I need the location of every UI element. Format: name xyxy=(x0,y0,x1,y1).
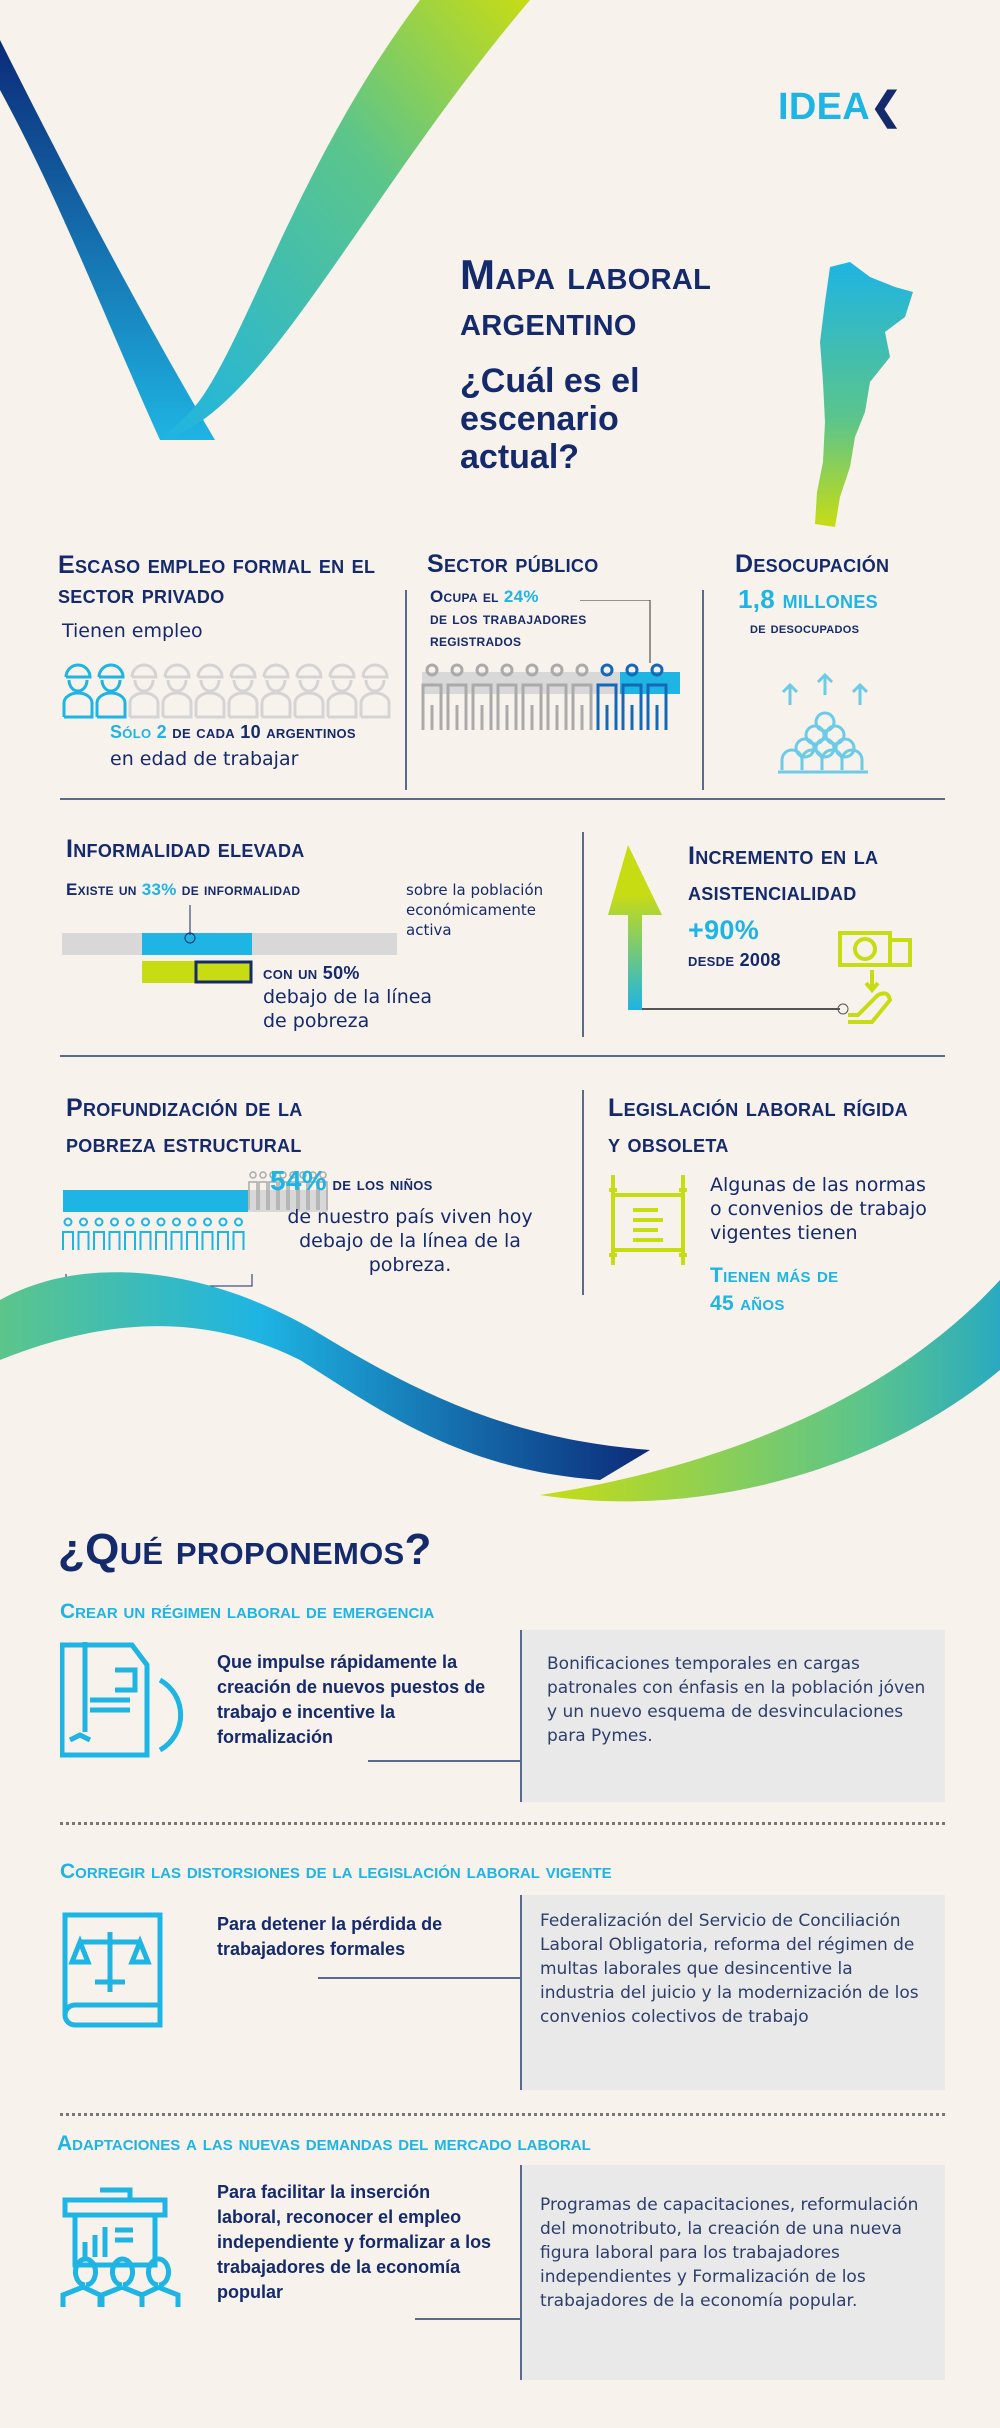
legislacion-highlight: Tienen más de 45 años xyxy=(710,1264,839,1315)
informalidad-with: con un 50% xyxy=(263,963,360,983)
proposal-3-title: Adaptaciones a las nuevas demandas del mercado laboral xyxy=(57,2132,591,2155)
page-subtitle: ¿Cuál es el escenario actual? xyxy=(460,362,640,476)
desocupacion-sub: de desocupados xyxy=(750,620,860,637)
proposal-3-text: Para facilitar la inserción laboral, reconocer el empleo independiente y formalizar a los trabajadores de la economía popular xyxy=(217,2182,492,2302)
argentina-map xyxy=(795,262,925,532)
wave-ribbon-decoration xyxy=(0,1230,1000,1520)
worker-icon xyxy=(361,665,389,717)
empleo-title: Escaso empleo formal en el sector privado xyxy=(58,551,376,609)
presentation-team-icon xyxy=(60,2185,185,2310)
empleo-sub: en edad de trabajar xyxy=(110,748,299,770)
asistencialidad-sub: desde 2008 xyxy=(688,950,781,970)
logo: IDEA❮ xyxy=(778,86,903,128)
desocupacion-title: Desocupación xyxy=(735,550,890,578)
proposal-1-detail: Bonificaciones temporales en cargas patronales con énfasis en la población jóven y un nuevo esquema de desvinculaciones para Pymes. xyxy=(520,1630,945,1802)
informalidad-title: Informalidad elevada xyxy=(66,835,305,863)
proposal-3-detail: Programas de capacitaciones, reformulación del monotributo, la creación de una nueva figura laboral para los trabajadores independientes y Formalización de los trabajadores de la economía popular. xyxy=(520,2165,945,2380)
pobreza-text: de nuestro país viven hoy debajo de la línea de la pobreza. xyxy=(287,1206,533,1276)
publico-text: Ocupa el 24% de los trabajadores registrados xyxy=(430,587,587,650)
worker-icon xyxy=(262,665,290,717)
public-workers-chart xyxy=(420,600,685,740)
pobreza-title: Profundización de la pobreza estructural xyxy=(66,1094,303,1158)
asistencialidad-title: Incremento en la asistencialidad xyxy=(688,842,879,906)
proposal-1-title: Crear un régimen laboral de emergencia xyxy=(60,1600,435,1623)
worker-icon xyxy=(295,665,323,717)
worker-icon xyxy=(196,665,224,717)
asistencialidad-value: +90% xyxy=(688,915,760,945)
worker-icon xyxy=(130,665,158,717)
law-book-scale-icon xyxy=(60,1910,165,2040)
worker-icon xyxy=(229,665,257,717)
worker-icon xyxy=(97,665,125,717)
worker-icon xyxy=(163,665,191,717)
publico-title: Sector público xyxy=(427,550,599,578)
proposal-2-text: Para detener la pérdida de trabajadores formales xyxy=(217,1914,443,1959)
informalidad-below: debajo de la línea de pobreza xyxy=(263,986,433,1032)
page-title: Mapa laboral argentino xyxy=(460,251,712,344)
legislacion-title: Legislación laboral rígida y obsoleta xyxy=(608,1094,908,1158)
empleo-label: Tienen empleo xyxy=(62,620,203,642)
proposals-title: ¿Qué proponemos? xyxy=(58,1525,432,1574)
worker-icon xyxy=(328,665,356,717)
worker-icon xyxy=(64,665,92,717)
informalidad-text: Existe un 33% de informalidad xyxy=(66,880,301,899)
desocupacion-value: 1,8 millones xyxy=(738,584,878,614)
pobreza-pct: 54% de los niños xyxy=(270,1165,433,1196)
legislacion-text: Algunas de las normas o convenios de trabajo vigentes tienen xyxy=(710,1174,927,1244)
informalidad-side: sobre la población económicamente activa xyxy=(406,881,544,939)
document-gear-icon xyxy=(60,1640,190,1770)
proposal-2-title: Corregir las distorsiones de la legislación laboral vigente xyxy=(60,1860,612,1883)
proposal-1-text: Que impulse rápidamente la creación de nuevos puestos de trabajo e incentive la formalización xyxy=(217,1652,486,1747)
proposal-2-detail: Federalización del Servicio de Conciliación Laboral Obligatoria, reforma del régimen de multas laborales que desincentive la industria del juicio y la modernización de los convenios colectivos de trabajo xyxy=(520,1895,945,2090)
empleo-highlight: Sólo 2 de cada 10 argentinos xyxy=(110,722,356,742)
crowd-icon xyxy=(770,660,880,775)
